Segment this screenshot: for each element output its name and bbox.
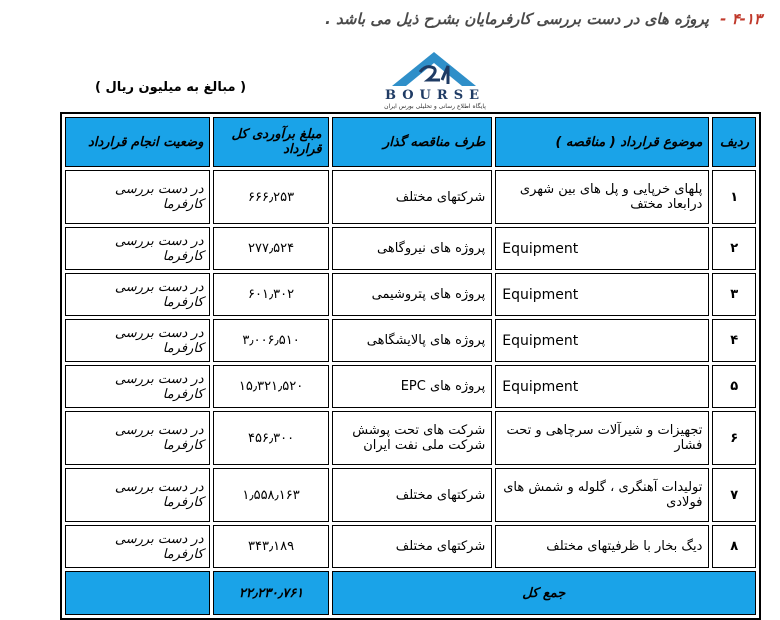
row-subject: پلهای خرپایی و پل های بین شهری درابعاد مختف (495, 170, 709, 224)
bourse-logo (360, 50, 510, 112)
table-row (65, 170, 756, 224)
row-amount: ۶۶۶٫۲۵۳ (213, 170, 328, 224)
table-row (65, 411, 756, 465)
row-subject: دیگ بخار با ظرفیتهای مختلف (495, 525, 709, 568)
header-status: وضعیت انجام قرارداد (65, 117, 210, 167)
row-number: ۶ (712, 411, 756, 465)
table-row (65, 273, 756, 316)
row-subject: Equipment (495, 273, 709, 316)
header-amount: مبلغ برآوردی کل قرارداد (213, 117, 328, 167)
row-subject: Equipment (495, 319, 709, 362)
row-number: ۳ (712, 273, 756, 316)
contracts-table (60, 112, 761, 620)
row-amount: ۳۴۳٫۱۸۹ (213, 525, 328, 568)
row-status: در دست بررسی کارفرما (65, 170, 210, 224)
row-party: پروژه های پتروشیمی (332, 273, 493, 316)
bourse-logo-mark-icon (384, 50, 484, 88)
row-party: شرکتهای مختلف (332, 468, 493, 522)
row-status: در دست بررسی کارفرما (65, 365, 210, 408)
table-row (65, 525, 756, 568)
row-amount: ۱٫۵۵۸٫۱۶۳ (213, 468, 328, 522)
row-status: در دست بررسی کارفرما (65, 468, 210, 522)
row-status: در دست بررسی کارفرما (65, 411, 210, 465)
total-row (65, 571, 756, 615)
row-number: ۵ (712, 365, 756, 408)
row-number: ۲ (712, 227, 756, 270)
amount-unit-note: ( مبالغ به میلیون ریال ) (95, 80, 247, 95)
bourse-logo-word: BOURSE (385, 88, 485, 103)
section-heading (22, 10, 762, 28)
row-subject: تجهیزات و شیرآلات سرچاهی و تحت فشار (495, 411, 709, 465)
bourse-logo-subtitle: پایگاه اطلاع رسانی و تحلیلی بورس ایران (384, 103, 486, 110)
table-row (65, 365, 756, 408)
total-empty-cell (65, 571, 210, 615)
section-title: پروژه های در دست بررسی کارفرمایان بشرح ذیل می باشد . (325, 10, 709, 28)
row-party: پروژه های EPC (332, 365, 493, 408)
table-row (65, 319, 756, 362)
row-status: در دست بررسی کارفرما (65, 227, 210, 270)
row-amount: ۶۰۱٫۳۰۲ (213, 273, 328, 316)
row-party: شرکت های تحت پوشش شرکت ملی نفت ایران (332, 411, 493, 465)
row-amount: ۴۵۶٫۳۰۰ (213, 411, 328, 465)
row-amount: ۳٫۰۰۶٫۵۱۰ (213, 319, 328, 362)
table-row (65, 227, 756, 270)
section-number: ۴-۱۳ - (720, 10, 762, 28)
row-party: شرکتهای مختلف (332, 525, 493, 568)
row-party: شرکتهای مختلف (332, 170, 493, 224)
row-amount: ۱۵٫۳۲۱٫۵۲۰ (213, 365, 328, 408)
row-subject: تولیدات آهنگری ، گلوله و شمش های فولادی (495, 468, 709, 522)
row-party: پروژه های نیروگاهی (332, 227, 493, 270)
total-label: جمع کل (332, 571, 756, 615)
header-party: طرف مناقصه گذار (332, 117, 493, 167)
row-amount: ۲۷۷٫۵۲۴ (213, 227, 328, 270)
row-subject: Equipment (495, 227, 709, 270)
row-number: ۷ (712, 468, 756, 522)
row-status: در دست بررسی کارفرما (65, 319, 210, 362)
header-rownum: ردیف (712, 117, 756, 167)
row-status: در دست بررسی کارفرما (65, 525, 210, 568)
row-number: ۸ (712, 525, 756, 568)
row-number: ۴ (712, 319, 756, 362)
total-value: ۲۲٫۲۳۰٫۷۶۱ (213, 571, 328, 615)
table-row (65, 468, 756, 522)
row-status: در دست بررسی کارفرما (65, 273, 210, 316)
table-header-row (65, 117, 756, 167)
header-subject: موضوع قرارداد ( مناقصه ) (495, 117, 709, 167)
row-party: پروژه های پالایشگاهی (332, 319, 493, 362)
row-subject: Equipment (495, 365, 709, 408)
row-number: ۱ (712, 170, 756, 224)
